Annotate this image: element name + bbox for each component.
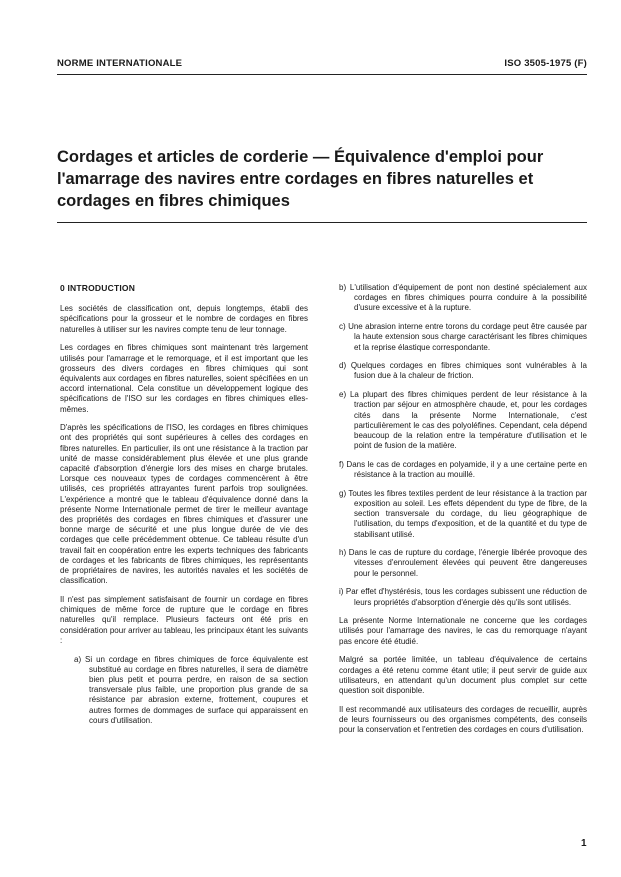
- list-item-a: a) Si un cordage en fibres chimiques de force équivalente est substitué au cordage en fibres naturelles, il sera de diamètre bien plus petit et pourra perdre, en raison de sa section transversale plus faible, une proportion plus grande de sa résistance par abrasion externe, frottement, coupures et autres formes de dommages de surface qui apparaissent en cours d'utilisation.: [74, 654, 308, 725]
- list-item-f: f) Dans le cas de cordages en polyamide, il y a une certaine perte en résistance à la traction au mouillé.: [339, 459, 587, 480]
- intro-paragraph: Il n'est pas simplement satisfaisant de fournir un cordage en fibres chimiques de même force de rupture que le cordage en fibres naturelles qu'il remplace. Plusieurs facteurs ont été pris en considération pour arriver au tableau, les principaux étant les suivants :: [60, 594, 308, 645]
- page-number: 1: [581, 838, 587, 849]
- intro-paragraph: Les cordages en fibres chimiques sont maintenant très largement utilisés pour l'amarrage et le remorquage, et il est important que les grosseurs des divers cordages en fibres chimiques qui sont équivalents aux cordages en fibres naturelles, soient spécifiées en un accord international. Cela constitue un développement logique des spécifications de l'ISO sur les cordages en fibres chimiques elles-mêmes.: [60, 343, 308, 414]
- left-column: [60, 283, 308, 734]
- list-item-b: b) L'utilisation d'équipement de pont non destiné spécialement aux cordages en fibres chimiques pourra conduire à la possibilité d'usure excessive et à la rupture.: [339, 283, 587, 313]
- header-rule: [57, 74, 587, 75]
- page-header: [57, 58, 587, 69]
- section-heading-introduction: 0 INTRODUCTION: [60, 283, 136, 293]
- standard-type-label: NORME INTERNATIONALE: [57, 58, 183, 69]
- document-title: Cordages et articles de corderie — Équivalence d'emploi pour l'amarrage des navires entre cordages en fibres naturelles et cordages en fibres chimiques: [57, 148, 544, 210]
- list-item-h: h) Dans le cas de rupture du cordage, l'énergie libérée provoque des vitesses d'enroulement élevées qui peuvent être dangereuses pour le personnel.: [339, 548, 587, 578]
- right-column: [339, 283, 587, 744]
- body-paragraph: Il est recommandé aux utilisateurs des cordages de recueillir, auprès de leurs fournisseurs ou des organismes compétents, des conseils pour la conservation et l'entretien des cordages en cours d'utilisation.: [339, 704, 587, 735]
- list-item-c: c) Une abrasion interne entre torons du cordage peut être causée par la haute extension sous charge caractérisant les fibres chimiques et la reprise élastique correspondante.: [339, 322, 587, 352]
- body-paragraph: La présente Norme Internationale ne concerne que les cordages utilisés pour l'amarrage des navires, le cas du remorquage n'ayant pas encore été étudié.: [339, 616, 587, 646]
- intro-paragraph: D'après les spécifications de l'ISO, les cordages en fibres chimiques ont des propriétés qui sont supérieures à celles des cordages en fibres naturelles. En particulier, ils ont une résistance à la traction par unité de masse considérablement plus élevée et une plus grande capacité d'absorption d'énergie lors des mises en charge brutales. Lorsque ces nouveaux types de cordages commencèrent à être utilisés, ces propriétés attrayantes furent parfois trop soulignées. L'expérience a montré que le tableau d'équivalence donné dans la présente Norme Internationale permet de tirer le meilleur avantage des propriétés des cordages en fibres chimiques et d'assurer une bonne marge de sécurité et une plus longue durée de vie des cordages que celle précédemment obtenue. Ce tableau résulte d'un travail fait en coopération entre les experts techniques des fabricants de cordages et les fabricants de fibres chimiques, les représentants de propriétaires de navires, les autorités navales et les sociétés de classification.: [60, 423, 308, 586]
- title-rule: [57, 222, 587, 223]
- standard-number: ISO 3505-1975 (F): [504, 58, 587, 69]
- list-item-d: d) Quelques cordages en fibres chimiques sont vulnérables à la fusion due à la chaleur de friction.: [339, 361, 587, 381]
- list-item-e: e) La plupart des fibres chimiques perdent de leur résistance à la traction par séjour en atmosphère chaude, et, pour les cordages cités dans la présente Norme Internationale, c'est particulièrement le cas des polyoléfines. Cependant, cela dépend beaucoup de la relation entre la température d'utilisation et le point de fusion de la matière.: [339, 390, 587, 451]
- list-item-g: g) Toutes les fibres textiles perdent de leur résistance à la traction par exposition au soleil. Les effets dépendent du type de fibre, de la section transversale du cordage, du lieu géographique de l'utilisation, du temps d'exposition, et de la quantité et du type de stabilisant utilisé.: [339, 488, 587, 539]
- body-paragraph: Malgré sa portée limitée, un tableau d'équivalence de certains cordages a été retenu comme étant utile; il peut servir de guide aux utilisateurs, en attendant qu'un document plus complet sur cette question soit disponible.: [339, 655, 587, 695]
- list-item-i: i) Par effet d'hystérésis, tous les cordages subissent une réduction de leurs propriétés d'absorption d'énergie dès qu'ils sont utilisés.: [339, 587, 587, 607]
- intro-paragraph: Les sociétés de classification ont, depuis longtemps, établi des spécifications pour la grosseur et le nombre de cordages en fibres naturelles à utiliser sur les navires compte tenu de leur tonnage.: [60, 304, 308, 334]
